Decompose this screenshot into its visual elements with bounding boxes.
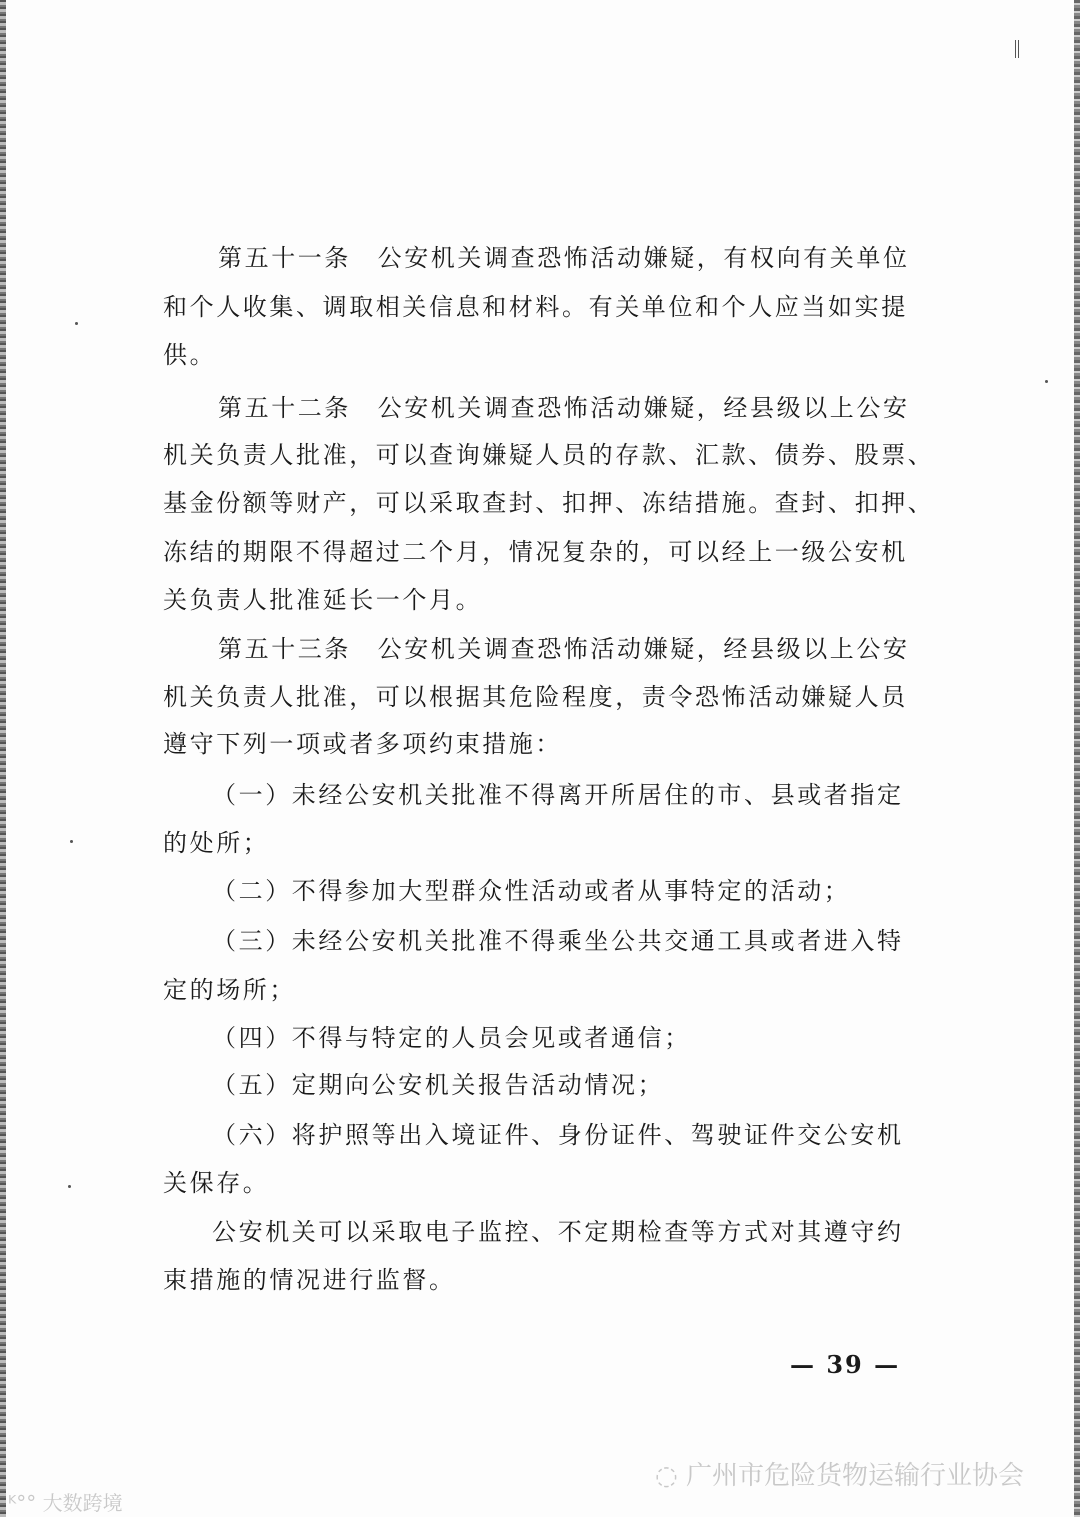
text-line: 关保存。 — [163, 1169, 270, 1197]
text-line: （三）未经公安机关批准不得乘坐公共交通工具或者进入特 — [212, 927, 904, 955]
text-line: （一）未经公安机关批准不得离开所居住的市、县或者指定 — [212, 781, 904, 809]
wechat-watermark — [655, 1455, 1024, 1492]
scan-speck — [70, 840, 73, 843]
text-line: 公安机关可以采取电子监控、不定期检查等方式对其遵守约 — [212, 1218, 904, 1246]
text-line: 第五十二条 公安机关调查恐怖活动嫌疑，经县级以上公安 — [218, 394, 910, 422]
wechat-account-name: 广州市危险货物运输行业协会 — [685, 1461, 1024, 1491]
scan-mark — [1015, 40, 1019, 58]
text-line: 机关负责人批准，可以根据其危险程度，责令恐怖活动嫌疑人员 — [163, 683, 908, 711]
text-line: 的处所； — [163, 829, 270, 857]
text-line: （五）定期向公安机关报告活动情况； — [212, 1071, 665, 1099]
wechat-icon: ◌ — [655, 1461, 678, 1491]
text-line: 供。 — [163, 341, 217, 369]
scan-speck — [68, 1185, 71, 1188]
text-line: （二）不得参加大型群众性活动或者从事特定的活动； — [212, 877, 851, 905]
page-number: — 39 — — [790, 1350, 901, 1379]
scan-edge-left — [0, 0, 6, 1517]
scan-speck — [1045, 380, 1048, 383]
text-line: 基金份额等财产，可以采取查封、扣押、冻结措施。查封、扣押、 — [163, 489, 935, 517]
text-line: 第五十一条 公安机关调查恐怖活动嫌疑，有权向有关单位 — [218, 244, 910, 272]
text-line: （六）将护照等出入境证件、身份证件、驾驶证件交公安机 — [212, 1121, 904, 1149]
text-line: （四）不得与特定的人员会见或者通信； — [212, 1024, 691, 1052]
text-line: 冻结的期限不得超过二个月，情况复杂的，可以经上一级公安机 — [163, 538, 908, 566]
scan-edge-right — [1074, 0, 1080, 1517]
text-line: 和个人收集、调取相关信息和材料。有关单位和个人应当如实提 — [163, 293, 908, 321]
text-line: 第五十三条 公安机关调查恐怖活动嫌疑，经县级以上公安 — [218, 635, 910, 663]
text-line: 定的场所； — [163, 976, 296, 1004]
site-logo-icon: ᴷ°° — [8, 1491, 37, 1515]
text-line: 遵守下列一项或者多项约束措施： — [163, 730, 562, 758]
text-line: 机关负责人批准，可以查询嫌疑人员的存款、汇款、债券、股票、 — [163, 441, 935, 469]
site-watermark — [8, 1487, 123, 1516]
site-name: 大数跨境 — [42, 1491, 123, 1515]
text-line: 束措施的情况进行监督。 — [163, 1266, 456, 1294]
scan-speck — [75, 322, 78, 325]
text-line: 关负责人批准延长一个月。 — [163, 586, 483, 614]
